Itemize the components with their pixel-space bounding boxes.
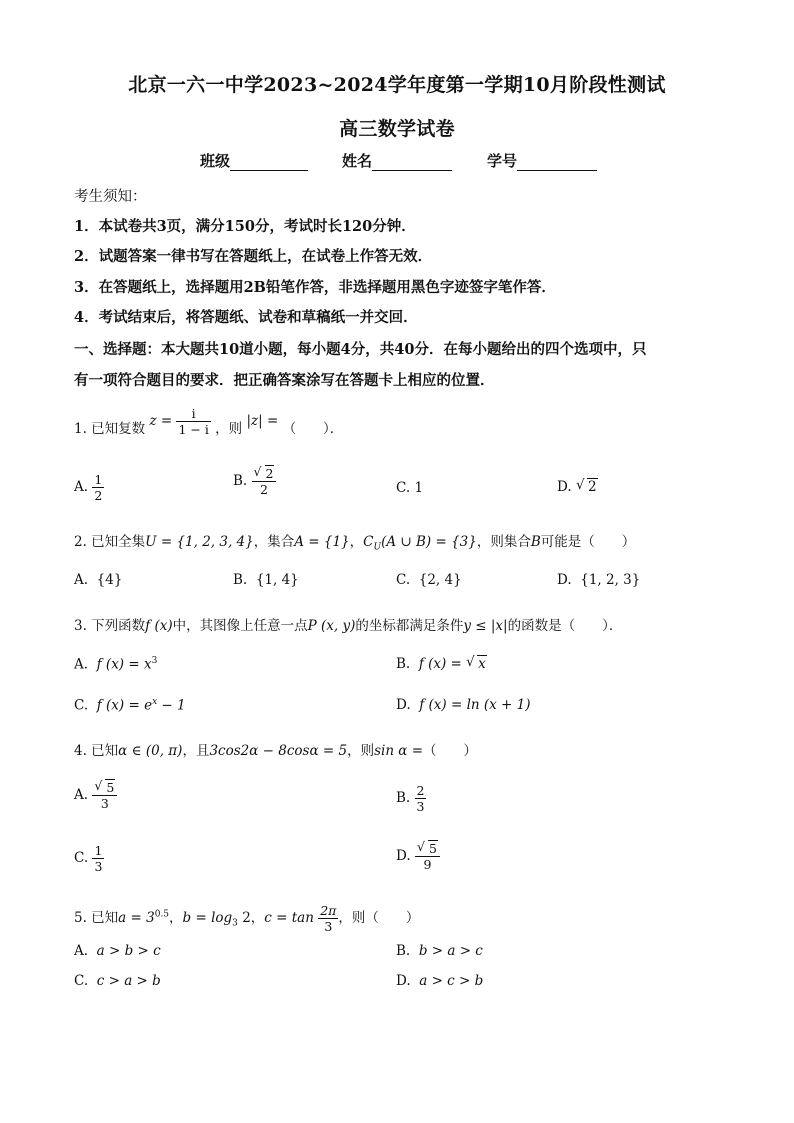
q4-d-fraction: √ $\frac{5}{9}$ [415,841,440,872]
q4-option-b: B. $\frac{2}{3}$ [396,783,425,814]
notice-item-3: 3．在答题纸上，选择题用2B铅笔作答，非选择题用黑色字迹签字笔作答． [74,279,556,296]
q1-option-d: D. √ 2 [557,479,598,495]
q1-option-a: A. $\frac{1}{2}$ [74,472,103,503]
notice-item-4: 4．考试结束后，将答题纸、试卷和草稿纸一并交回． [74,309,418,326]
q4-option-c: C. $\frac{1}{3}$ [74,843,103,874]
q3-option-b: B. f (x) = √ x [396,656,487,672]
q5-option-a: A. a > b > c [74,943,161,959]
q2-option-a: A. {4} [74,572,123,588]
q2-option-c: C. {2, 4} [396,572,462,588]
q4-b-fraction: $\frac{2}{3}$ [416,783,425,814]
q1-abs: |z| = [246,413,279,429]
q1-option-c: C. 1 [396,480,424,496]
q4-c-fraction: $\frac{1}{3}$ [94,843,103,874]
q4-option-a: A. √ $\frac{5}{3}$ [74,780,117,811]
q1-option-b: B. √ $\frac{2}{2}$ [233,466,276,497]
id-field [487,150,597,171]
question-5: 5. 已知$a = 3^{0.5}$，$b = \log_3 2$，c = tan $\frac{2\pi}{3}$ ，则（ ） [74,903,420,934]
class-field [200,150,308,171]
question-1 [74,406,344,445]
q1-fraction: $\frac{i}{1 - i}$ [178,406,209,437]
q1-suffix: （ ）． [282,421,344,437]
id-blank [517,153,597,171]
q2-option-d: D. {1, 2, 3} [557,572,641,588]
notice-item-1: 1．本试卷共3页，满分150分，考试时长120分钟． [74,218,416,235]
class-label: 班级 [200,152,231,170]
q5-option-d: D. a > c > b [396,973,484,989]
q5-option-c: C. c > a > b [74,973,161,989]
id-label: 学号 [487,152,518,170]
q1-prefix: 1. 已知复数 [74,421,146,437]
question-2: 2. 已知全集U = {1, 2, 3, 4}，集合A = {1}，$C_U(A$ ∪ B) = {3}，则集合B可能是（ ） [74,534,636,553]
name-blank [372,153,452,171]
notice-heading: 考生须知： [74,189,147,205]
q5-c-fraction: $\frac{2\pi}{3}$ [320,903,337,934]
question-4: 4. 已知α ∈ (0, π)，且3cos2α − 8cosα = 5，则sin α =（ ） [74,743,478,759]
q4-a-fraction: √ $\frac{5}{3}$ [92,780,117,811]
q3-option-d: D. f (x) = ln (x + 1) [396,697,531,713]
q3-option-c: C. f $(x) = e^x - 1$ [74,697,186,714]
section-1-line-2: 有一项符合题目的要求．把正确答案涂写在答题卡上相应的位置． [74,372,495,389]
q1-a-fraction: $\frac{1}{2}$ [94,472,103,503]
q3-option-a: A. f $(x) = x^3$ [74,656,158,673]
q1-mid: ，则 [215,421,243,437]
q5-option-b: B. b > a > c [396,943,483,959]
q2-option-b: B. {1, 4} [233,572,299,588]
question-3: 3. 下列函数f (x)中，其图像上任意一点P (x, y)的坐标都满足条件y ≤ |x|的函数是（ ）． [74,618,623,634]
notice-item-2: 2．试题答案一律书写在答题纸上，在试卷上作答无效． [74,248,433,265]
exam-title: 北京一六一中学2023~2024学年度第一学期10月阶段性测试 [128,74,666,96]
q1-z: z = [149,413,173,429]
class-blank [230,153,308,171]
exam-subtitle: 高三数学试卷 [339,118,455,140]
q1-b-fraction: √ $\frac{2}{2}$ [252,466,277,497]
name-label: 姓名 [342,152,373,170]
q4-option-d: D. √ $\frac{5}{9}$ [396,841,440,872]
name-field [342,150,452,171]
section-1-line-1: 一、选择题：本大题共10道小题，每小题4分，共40分．在每小题给出的四个选项中，只 [74,341,647,358]
